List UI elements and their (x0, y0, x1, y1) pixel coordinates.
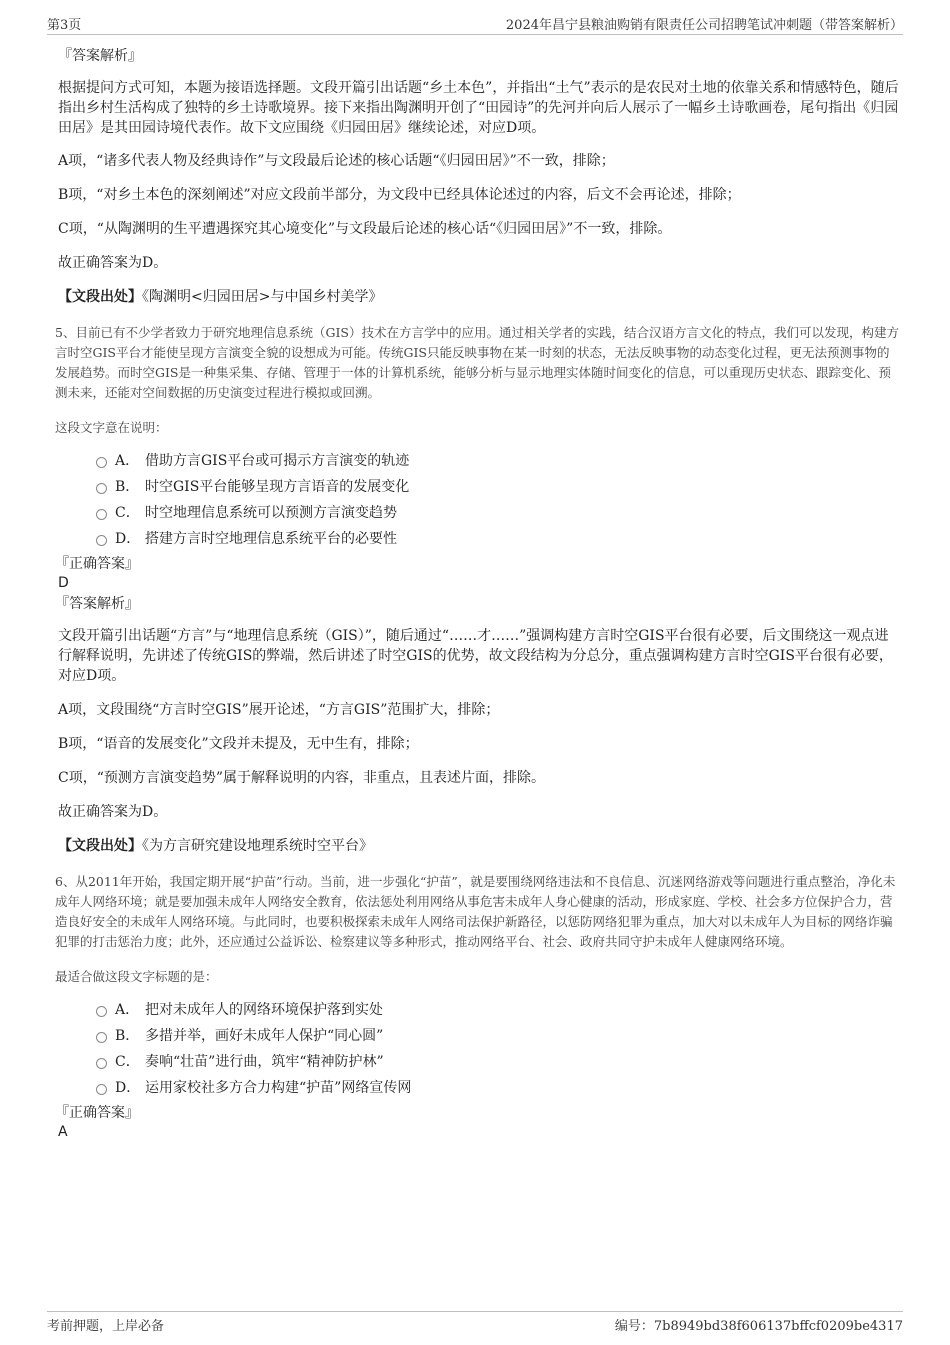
answer-label: 『正确答案』 (55, 556, 139, 572)
analysis-option-b: B项，“语音的发展变化”文段并未提及，无中生有，排除； (58, 736, 419, 752)
option-d[interactable]: D． 搭建方言时空地理信息系统平台的必要性 (55, 526, 900, 552)
analysis-conclusion: 故正确答案为D。 (58, 255, 168, 271)
radio-icon[interactable] (96, 535, 107, 546)
page-number: 第3页 (47, 18, 82, 33)
radio-icon[interactable] (96, 457, 107, 468)
option-b[interactable]: B． 多措并举，画好未成年人保护“同心圆” (55, 1023, 900, 1049)
radio-icon[interactable] (96, 1006, 107, 1017)
analysis-option-b: B项，“对乡土本色的深刻阐述”对应文段前半部分，为文段中已经具体论述过的内容，后文不会再论述，排除； (58, 187, 741, 203)
source-line (55, 287, 900, 307)
answer-label: 『正确答案』 (55, 1105, 139, 1121)
question-6-text: 6、从2011年开始，我国定期开展“护苗”行动。当前，进一步强化“护苗”，就是要围绕网络违法和不良信息、沉迷网络游戏等问题进行重点整治，净化未成年人网络环境；就是要加强未成年人网络安全教育，依法惩处利用网络从事危害未成年人身心健康的活动，形成家庭、学校、社会多方位保护合力，营造良好安全的未成年人网络环境。与此同时，也要积极探索未成年人网络司法保护新路径，以惩防网络犯罪为重点，加大对以未成年人为目标的网络诈骗犯罪的打击惩治力度；此外，还应通过公益诉讼、检察建议等多种形式，推动网络平台、社会、政府共同守护未成年人健康网络环境。 (55, 874, 896, 949)
source-title: 《陶渊明<归园田居>与中国乡村美学》 (142, 289, 383, 305)
document-content (55, 46, 900, 1141)
source-label: 【文段出处】 (58, 838, 142, 854)
analysis-conclusion: 故正确答案为D。 (58, 804, 168, 820)
source-line (55, 836, 900, 856)
footer-slogan: 考前押题，上岸必备 (47, 1319, 165, 1334)
question-5-prompt: 这段文字意在说明： (55, 420, 168, 435)
page-header (47, 14, 903, 35)
answer-value: D (58, 575, 69, 591)
option-d[interactable]: D． 运用家校社多方合力构建“护苗”网络宣传网 (55, 1075, 900, 1101)
question-6-options (55, 997, 900, 1101)
question-6-prompt: 最适合做这段文字标题的是： (55, 969, 218, 984)
option-a[interactable]: A． 借助方言GIS平台或可揭示方言演变的轨迹 (55, 448, 900, 474)
page-footer (47, 1311, 903, 1335)
analysis-label: 『答案解析』 (55, 596, 139, 612)
radio-icon[interactable] (96, 483, 107, 494)
radio-icon[interactable] (96, 1084, 107, 1095)
document-id: 编号：7b8949bd38f606137bffcf0209be4317 (614, 1319, 903, 1334)
radio-icon[interactable] (96, 1058, 107, 1069)
analysis-option-a: A项，文段围绕“方言时空GIS”展开论述，“方言GIS”范围扩大，排除； (58, 702, 500, 718)
option-c[interactable]: C． 奏响“壮苗”进行曲，筑牢“精神防护林” (55, 1049, 900, 1075)
option-b[interactable]: B． 时空GIS平台能够呈现方言语音的发展变化 (55, 474, 900, 500)
answer-value: A (58, 1124, 68, 1140)
document-title: 2024年昌宁县粮油购销有限责任公司招聘笔试冲刺题（带答案解析） (505, 18, 903, 33)
analysis-text: 根据提问方式可知，本题为接语选择题。文段开篇引出话题“乡土本色”，并指出“土气”表示的是农民对土地的依靠关系和情感特色，随后指出乡村生活构成了独特的乡土诗歌境界。接下来指出陶渊明开创了“田园诗”的先河并向后人展示了一幅乡土诗歌画卷，尾句指出《归园田居》是其田园诗境代表作。故下文应围绕《归园田居》继续论述，对应D项。 (58, 80, 899, 136)
analysis-option-a: A项，“诸多代表人物及经典诗作”与文段最后论述的核心话题“《归园田居》”不一致，排除； (58, 153, 615, 169)
option-a[interactable]: A． 把对未成年人的网络环境保护落到实处 (55, 997, 900, 1023)
question-5-text: 5、目前已有不少学者致力于研究地理信息系统（GIS）技术在方言学中的应用。通过相关学者的实践，结合汉语方言文化的特点，我们可以发现，构建方言时空GIS平台才能使呈现方言演变全貌的设想成为可能。传统GIS只能反映事物在某一时刻的状态，无法反映事物的动态变化过程，更无法预测事物的发展趋势。而时空GIS是一种集采集、存储、管理于一体的计算机系统，能够分析与显示地理实体随时间变化的信息，可以重现历史状态、跟踪变化、预测未来，还能对空间数据的历史演变过程进行模拟或回溯。 (55, 325, 899, 400)
question-5-options (55, 448, 900, 552)
analysis-text: 文段开篇引出话题“方言”与“地理信息系统（GIS）”，随后通过“……才……”强调构建方言时空GIS平台很有必要，后文围绕这一观点进行解释说明，先讲述了传统GIS的弊端，然后讲述了时空GIS的优势，故文段结构为分总分，重点强调构建方言时空GIS平台很有必要，对应D项。 (58, 628, 893, 684)
analysis-option-c: C项，“从陶渊明的生平遭遇探究其心境变化”与文段最后论述的核心话“《归园田居》”不一致，排除。 (58, 221, 672, 237)
radio-icon[interactable] (96, 1032, 107, 1043)
radio-icon[interactable] (96, 509, 107, 520)
source-label: 【文段出处】 (58, 289, 142, 305)
analysis-label: 『答案解析』 (58, 48, 142, 64)
source-title: 《为方言研究建设地理系统时空平台》 (142, 838, 373, 854)
analysis-option-c: C项，“预测方言演变趋势”属于解释说明的内容，非重点，且表述片面，排除。 (58, 770, 546, 786)
option-c[interactable]: C． 时空地理信息系统可以预测方言演变趋势 (55, 500, 900, 526)
